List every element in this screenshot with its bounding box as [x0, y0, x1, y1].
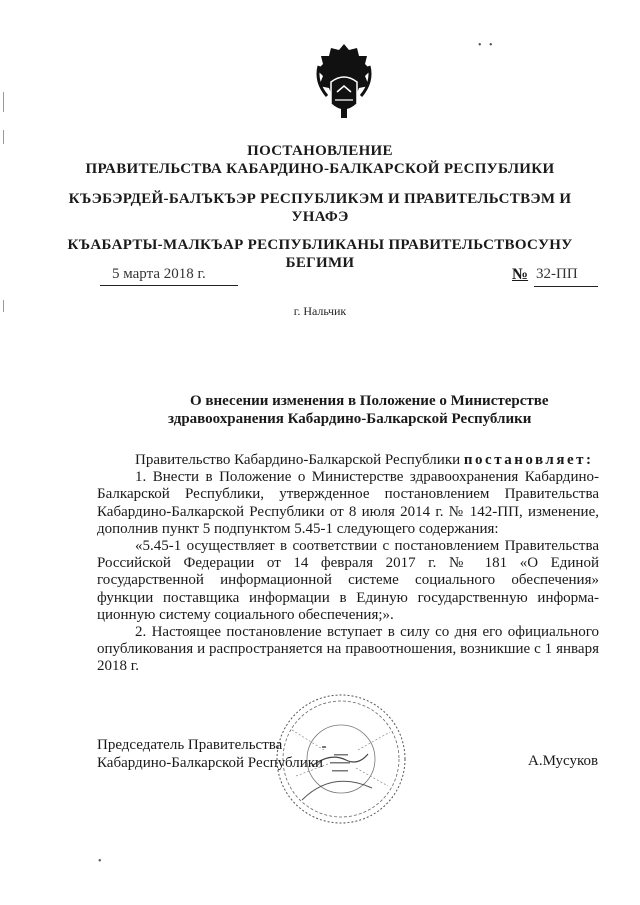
issuer-heading: ПРАВИТЕЛЬСТВА КАБАРДИНО-БАЛКАРСКОЙ РЕСПУБЛИКИ: [85, 161, 555, 177]
scan-speck: •: [98, 856, 102, 867]
issuer-heading-kabardian-cont: УНАФЭ: [291, 209, 349, 225]
paragraph-1: 1. Внести в Положение о Министерстве здравоохранения Кабардино-Балкарской Республики, утвержденное постановлением Правительства Кабардино-Балкарской Республики от 8 июля 2014 г. № 142-ПП, изменение, дополнив пункт 5 подпунктом 5.45-1 следующего содержания:: [97, 469, 599, 537]
city-label: г. Нальчик: [293, 304, 347, 318]
document-date: 5 марта 2018 г.: [100, 266, 238, 286]
signatory-name: А.Мусуков: [528, 753, 599, 769]
signatory-position-line1: Председатель Правительства: [97, 737, 283, 753]
issuer-heading-balkar-cont: БЕГИМИ: [285, 255, 355, 271]
coat-of-arms-emblem: [313, 42, 375, 120]
doc-type-heading: ПОСТАНОВЛЕНИЕ: [247, 143, 393, 159]
document-number: 32-ПП: [534, 266, 598, 287]
issuer-heading-kabardian: КЪЭБЭРДЕЙ-БАЛЪКЪЭР РЕСПУБЛИКЭМ И ПРАВИТЕЛЬСТВЭМ И: [68, 191, 572, 207]
decree-intro: [97, 452, 599, 469]
document-title-line1: О внесении изменения в Положение о Министерстве: [190, 393, 549, 409]
signatory-position: [97, 736, 323, 772]
document-title-line2: здравоохранения Кабардино-Балкарской Республики: [168, 411, 532, 427]
document-body: [97, 452, 599, 676]
decree-intro-text: Правительство Кабардино-Балкарской Республики: [135, 452, 461, 468]
signatory-position-line2: Кабардино-Балкарской Республики: [97, 755, 324, 771]
number-sign: №: [512, 266, 529, 283]
paragraph-2: 2. Настоящее постановление вступает в силу со дня его официального опубликования и распространяется на правоотношения, возникшие с 1 января 2018 г.: [97, 624, 599, 675]
decree-word: постановляет:: [463, 452, 594, 468]
scan-margin-mark: [3, 92, 4, 112]
issuer-heading-balkar: КЪАБАРТЫ-МАЛКЪАР РЕСПУБЛИКАНЫ ПРАВИТЕЛЬСТВОСУНУ: [67, 237, 573, 253]
paragraph-quote: «5.45-1 осуществляет в соответствии с постановлением Правительства Российской Федерации от 14 февраля 2017 г. № 181 «О Единой государственной информационной системе социального обеспечения» функции поставщика информации в Единую государственную информа-ционную систему социального обеспечения;».: [97, 538, 599, 623]
scan-speck: • •: [478, 40, 493, 51]
